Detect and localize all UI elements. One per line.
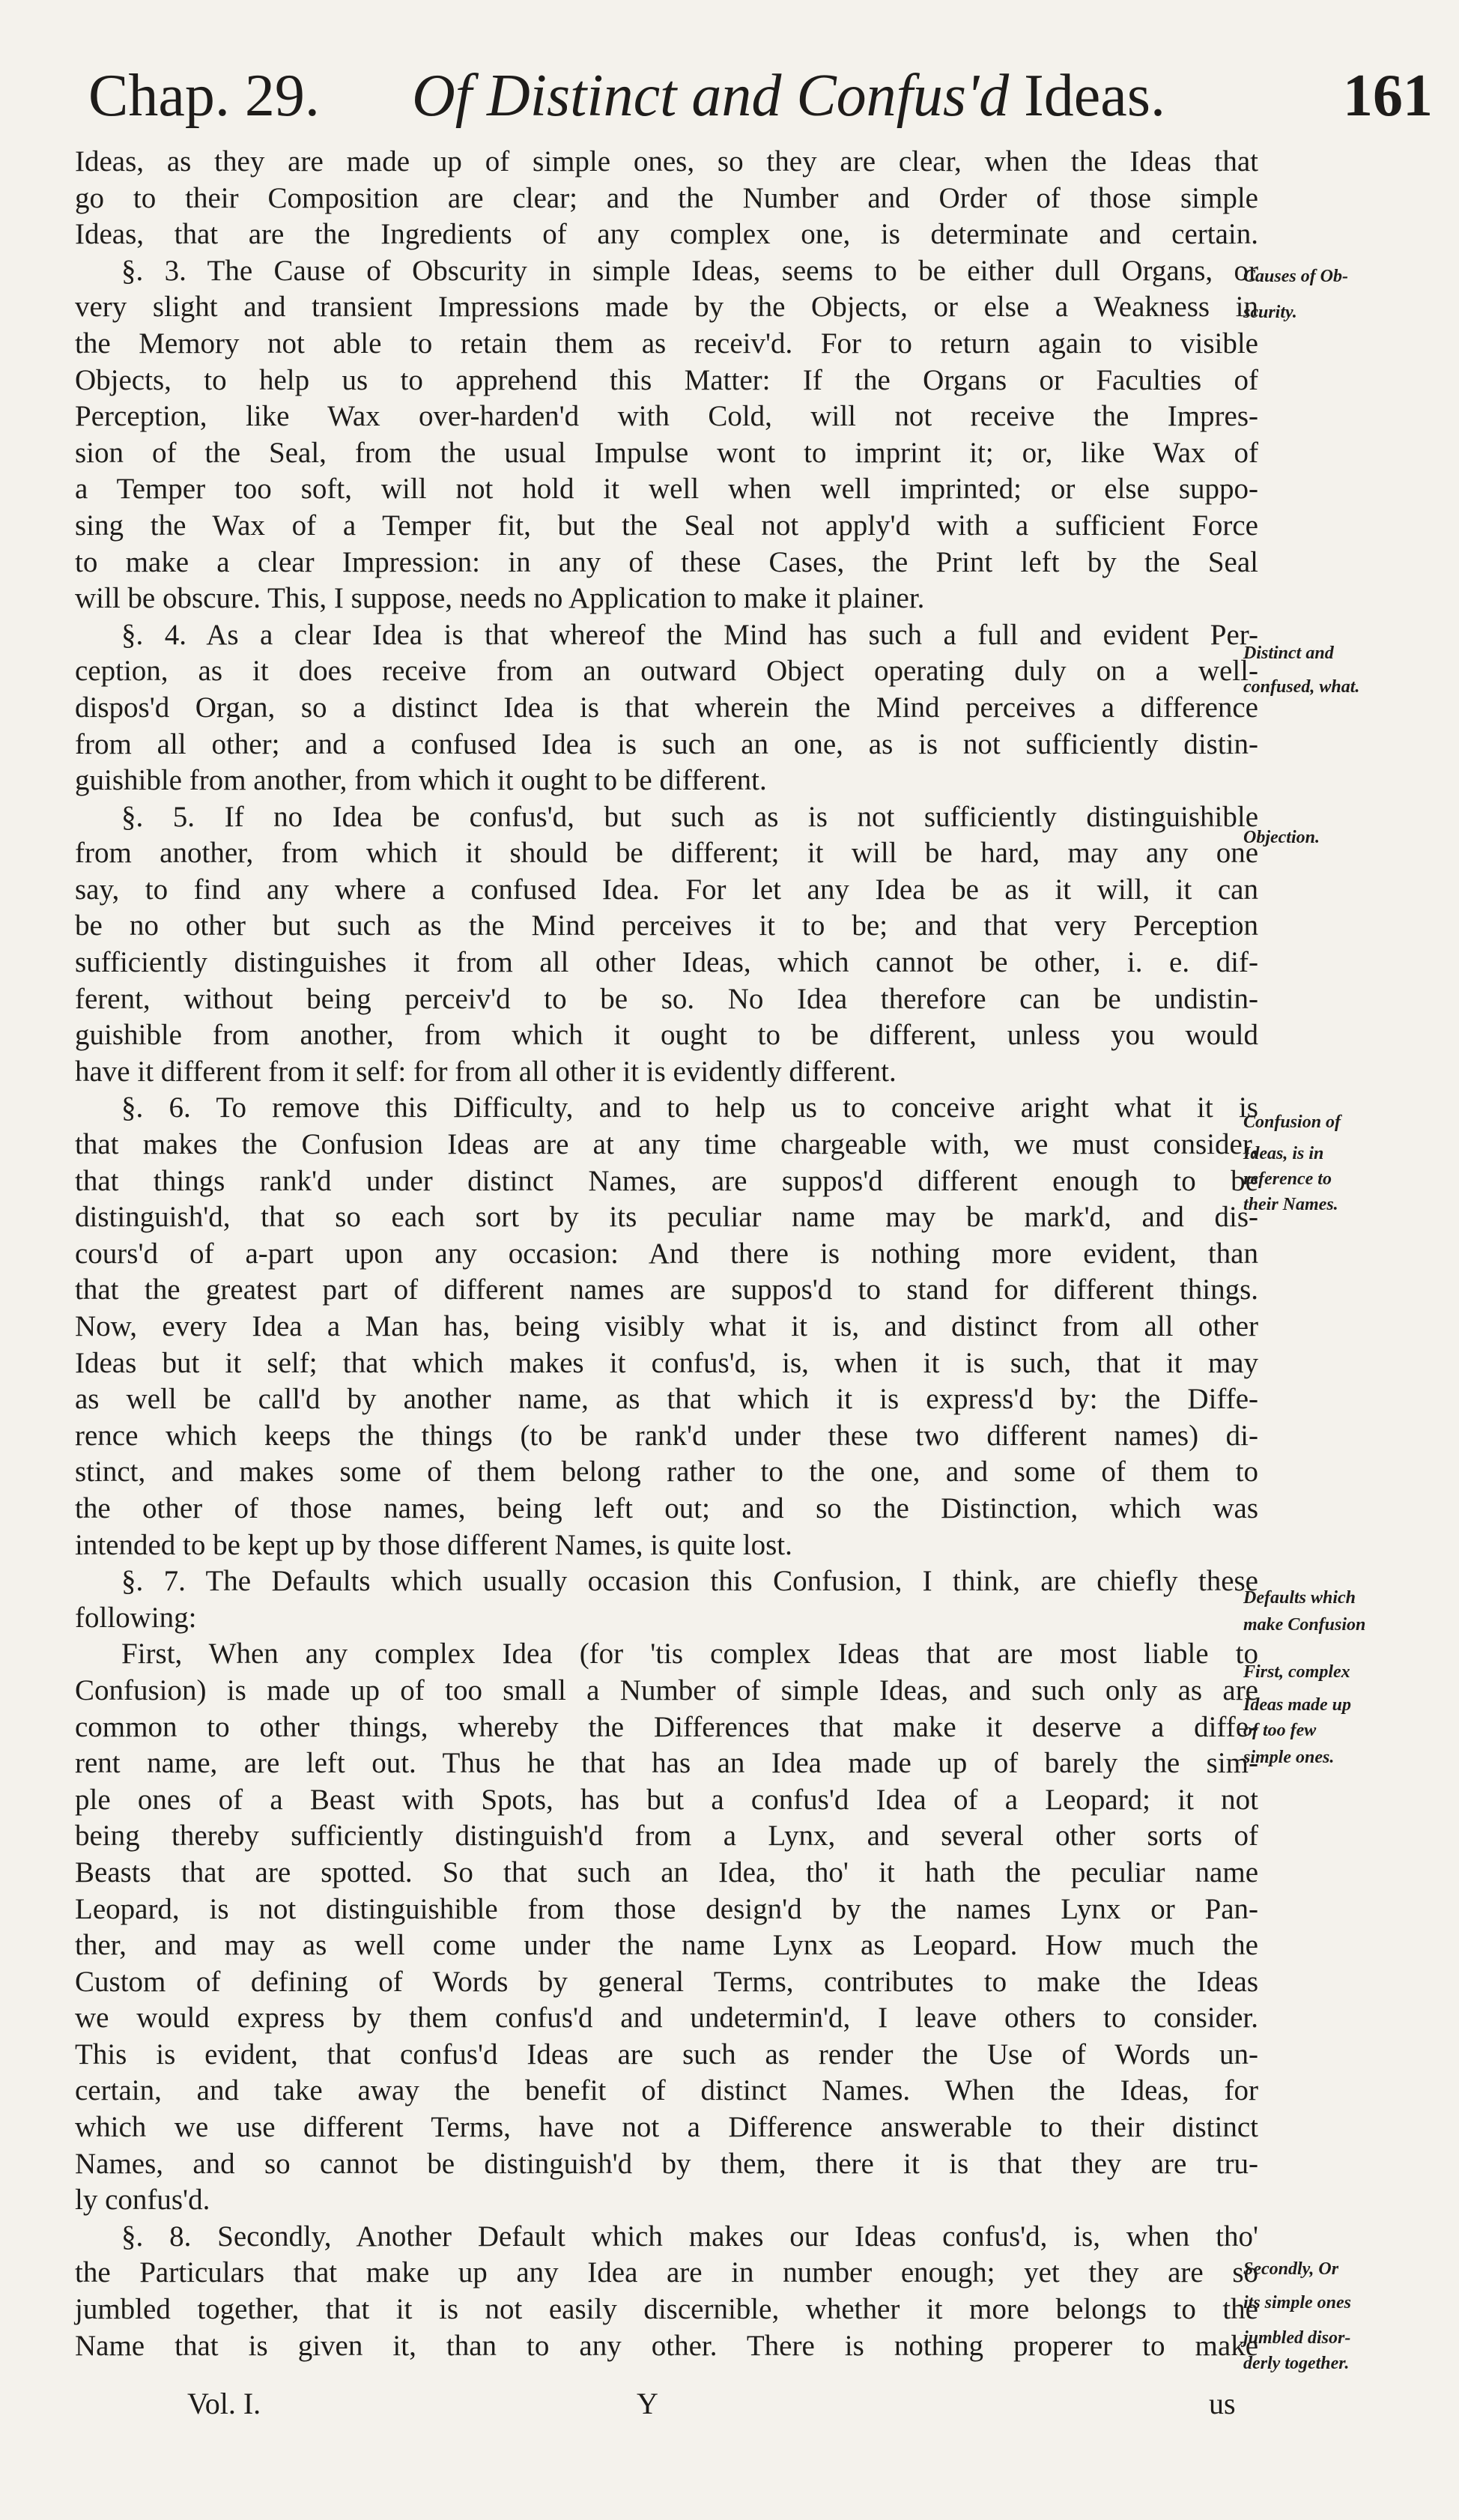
text-body	[75, 144, 1258, 2364]
text-line: stinct, and makes some of them belong rather to the one, and some of them to	[75, 1456, 1258, 1488]
text-line: have it different from it self: for from all other it is evidently different.	[75, 1055, 897, 1088]
text-line: Custom of defining of Words by general Terms, contributes to make the Ideas	[75, 1965, 1258, 1998]
text-line: distinguish'd, that so each sort by its peculiar name may be mark'd, and dis-	[75, 1201, 1258, 1234]
text-line: Ideas, that are the Ingredients of any complex one, is determinate and certain.	[75, 218, 1258, 251]
text-line: common to other things, whereby the Differences that make it deserve a diffe-	[75, 1710, 1258, 1743]
chapter-label: Chap. 29.	[88, 63, 320, 129]
margin-note: scurity.	[1243, 303, 1297, 322]
margin-note: Ideas made up	[1243, 1695, 1351, 1715]
text-line: as well be call'd by another name, as that which it is express'd by: the Diffe-	[75, 1383, 1258, 1416]
text-line: intended to be kept up by those different Names, is quite lost.	[75, 1528, 792, 1561]
margin-note: Ideas, is in	[1243, 1144, 1324, 1163]
margin-note: simple ones.	[1243, 1748, 1335, 1767]
page-number: 161	[1343, 63, 1433, 129]
margin-note: its simple ones	[1243, 2293, 1352, 2312]
text-line: that things rank'd under distinct Names, are suppos'd different enough to be	[75, 1164, 1258, 1197]
text-line: that makes the Confusion Ideas are at any time chargeable with, we must consider,	[75, 1128, 1258, 1161]
margin-note: make Confusion	[1243, 1615, 1366, 1635]
text-line: a Temper too soft, will not hold it well when well imprinted; or else suppo-	[75, 473, 1258, 506]
running-header	[88, 58, 1437, 133]
text-line: sing the Wax of a Temper fit, but the Seal not apply'd with a sufficient Force	[75, 509, 1258, 542]
text-line: Names, and so cannot be distinguish'd by them, there it is that they are tru-	[75, 2147, 1258, 2180]
text-line: from all other; and a confused Idea is such an one, as is not sufficiently distin-	[75, 727, 1258, 760]
text-line: that the greatest part of different names are suppos'd to stand for different things.	[75, 1273, 1258, 1306]
text-line: sufficiently distinguishes it from all other Ideas, which cannot be other, i. e. dif-	[75, 946, 1258, 979]
margin-note: Secondly, Or	[1243, 2259, 1339, 2279]
text-line: sion of the Seal, from the usual Impulse wont to imprint it; or, like Wax of	[75, 436, 1258, 469]
text-line: ception, as it does receive from an outward Object operating duly on a well-	[75, 655, 1258, 688]
text-line: §. 7. The Defaults which usually occasion this Confusion, I think, are chiefly these	[121, 1565, 1258, 1598]
text-line: guishible from another, from which it ought to be different, unless you would	[75, 1019, 1258, 1052]
margin-note: Causes of Ob-	[1243, 267, 1349, 286]
chapter-title-italic: Of Distinct and Confus'd	[412, 63, 1010, 129]
text-line: certain, and take away the benefit of distinct Names. When the Ideas, for	[75, 2074, 1258, 2107]
text-line: rent name, are left out. Thus he that has an Idea made up of barely the sim-	[75, 1747, 1258, 1780]
text-line: Leopard, is not distinguishible from those design'd by the names Lynx or Pan-	[75, 1892, 1258, 1925]
volume-label: Vol. I.	[187, 2387, 261, 2420]
text-line: the Memory not able to retain them as receiv'd. For to return again to visible	[75, 327, 1258, 360]
signature-mark: Y	[637, 2387, 658, 2420]
text-line: very slight and transient Impressions made by the Objects, or else a Weakness in	[75, 291, 1258, 324]
text-line: Perception, like Wax over-harden'd with Cold, will not receive the Impres-	[75, 400, 1258, 433]
text-line: Ideas, as they are made up of simple ones, so they are clear, when the Ideas that	[75, 145, 1258, 178]
text-line: which we use different Terms, have not a Difference answerable to their distinct	[75, 2111, 1258, 2144]
text-line: Objects, to help us to apprehend this Matter: If the Organs or Faculties of	[75, 363, 1258, 396]
text-line: Now, every Idea a Man has, being visibly what it is, and distinct from all other	[75, 1310, 1258, 1342]
chapter-title	[412, 58, 1165, 133]
margin-note: derly together.	[1243, 2354, 1350, 2373]
margin-note: jumbled disor-	[1243, 2328, 1351, 2348]
margin-note: Defaults which	[1243, 1588, 1356, 1608]
text-line: the other of those names, being left out; and so the Distinction, which was	[75, 1491, 1258, 1524]
text-line: from another, from which it should be different; it will be hard, may any one	[75, 837, 1258, 870]
margin-note: Confusion of	[1243, 1112, 1341, 1132]
margin-note: reference to	[1243, 1169, 1332, 1189]
text-line: Beasts that are spotted. So that such an Idea, tho' it hath the peculiar name	[75, 1856, 1258, 1889]
text-line: ther, and may as well come under the name Lynx as Leopard. How much the	[75, 1929, 1258, 1962]
text-line: will be obscure. This, I suppose, needs no Application to make it plainer.	[75, 582, 925, 615]
text-line: cours'd of a-part upon any occasion: And there is nothing more evident, than	[75, 1237, 1258, 1270]
text-line: go to their Composition are clear; and the Number and Order of those simple	[75, 181, 1258, 214]
text-line: we would express by them confus'd and undetermin'd, I leave others to consider.	[75, 2002, 1258, 2035]
text-line: Ideas but it self; that which makes it confus'd, is, when it is such, that it may	[75, 1346, 1258, 1379]
margin-note: Objection.	[1243, 828, 1320, 847]
text-line: §. 4. As a clear Idea is that whereof the Mind has such a full and evident Per-	[121, 618, 1258, 651]
margin-note: First, complex	[1243, 1662, 1350, 1682]
text-line: Name that is given it, than to any other. There is nothing properer to make	[75, 2329, 1258, 2362]
text-line: jumbled together, that it is not easily discernible, whether it more belongs to the	[75, 2293, 1258, 2326]
text-line: following:	[75, 1601, 197, 1634]
text-line: being thereby sufficiently distinguish'd from a Lynx, and several other sorts of	[75, 1820, 1258, 1853]
margin-note: of too few	[1243, 1721, 1317, 1740]
text-line: ferent, without being perceiv'd to be so. No Idea therefore can be undistin-	[75, 982, 1258, 1015]
text-line: §. 3. The Cause of Obscurity in simple Ideas, seems to be either dull Organs, or	[121, 254, 1258, 287]
margin-note: confused, what.	[1243, 677, 1360, 697]
text-line: First, When any complex Idea (for 'tis complex Ideas that are most liable to	[121, 1638, 1258, 1671]
margin-note: their Names.	[1243, 1195, 1338, 1214]
text-line: dispos'd Organ, so a distinct Idea is that wherein the Mind perceives a difference	[75, 691, 1258, 724]
chapter-title-roman: Ideas.	[1024, 63, 1165, 129]
text-line: guishible from another, from which it ought to be different.	[75, 764, 767, 797]
text-line: This is evident, that confus'd Ideas are such as render the Use of Words un-	[75, 2038, 1258, 2071]
text-line: rence which keeps the things (to be rank'd under these two different names) di-	[75, 1419, 1258, 1452]
text-line: Confusion) is made up of too small a Number of simple Ideas, and such only as are	[75, 1674, 1258, 1706]
text-line: say, to find any where a confused Idea. For let any Idea be as it will, it can	[75, 873, 1258, 906]
margin-note: Distinct and	[1243, 643, 1334, 663]
text-line: the Particulars that make up any Idea are in number enough; yet they are so	[75, 2256, 1258, 2289]
text-line: §. 5. If no Idea be confus'd, but such as is not sufficiently distinguishible	[121, 800, 1258, 833]
text-line: to make a clear Impression: in any of these Cases, the Print left by the Seal	[75, 545, 1258, 578]
text-line: §. 6. To remove this Difficulty, and to help us to conceive aright what it is	[121, 1091, 1258, 1124]
text-line: ple ones of a Beast with Spots, has but a confus'd Idea of a Leopard; it not	[75, 1783, 1258, 1816]
text-line: ly confus'd.	[75, 2184, 210, 2217]
catchword: us	[1209, 2387, 1236, 2420]
page-footer	[0, 2386, 1459, 2431]
text-line: be no other but such as the Mind perceives it to be; and that very Perception	[75, 909, 1258, 942]
text-line: §. 8. Secondly, Another Default which makes our Ideas confus'd, is, when tho'	[121, 2220, 1258, 2253]
